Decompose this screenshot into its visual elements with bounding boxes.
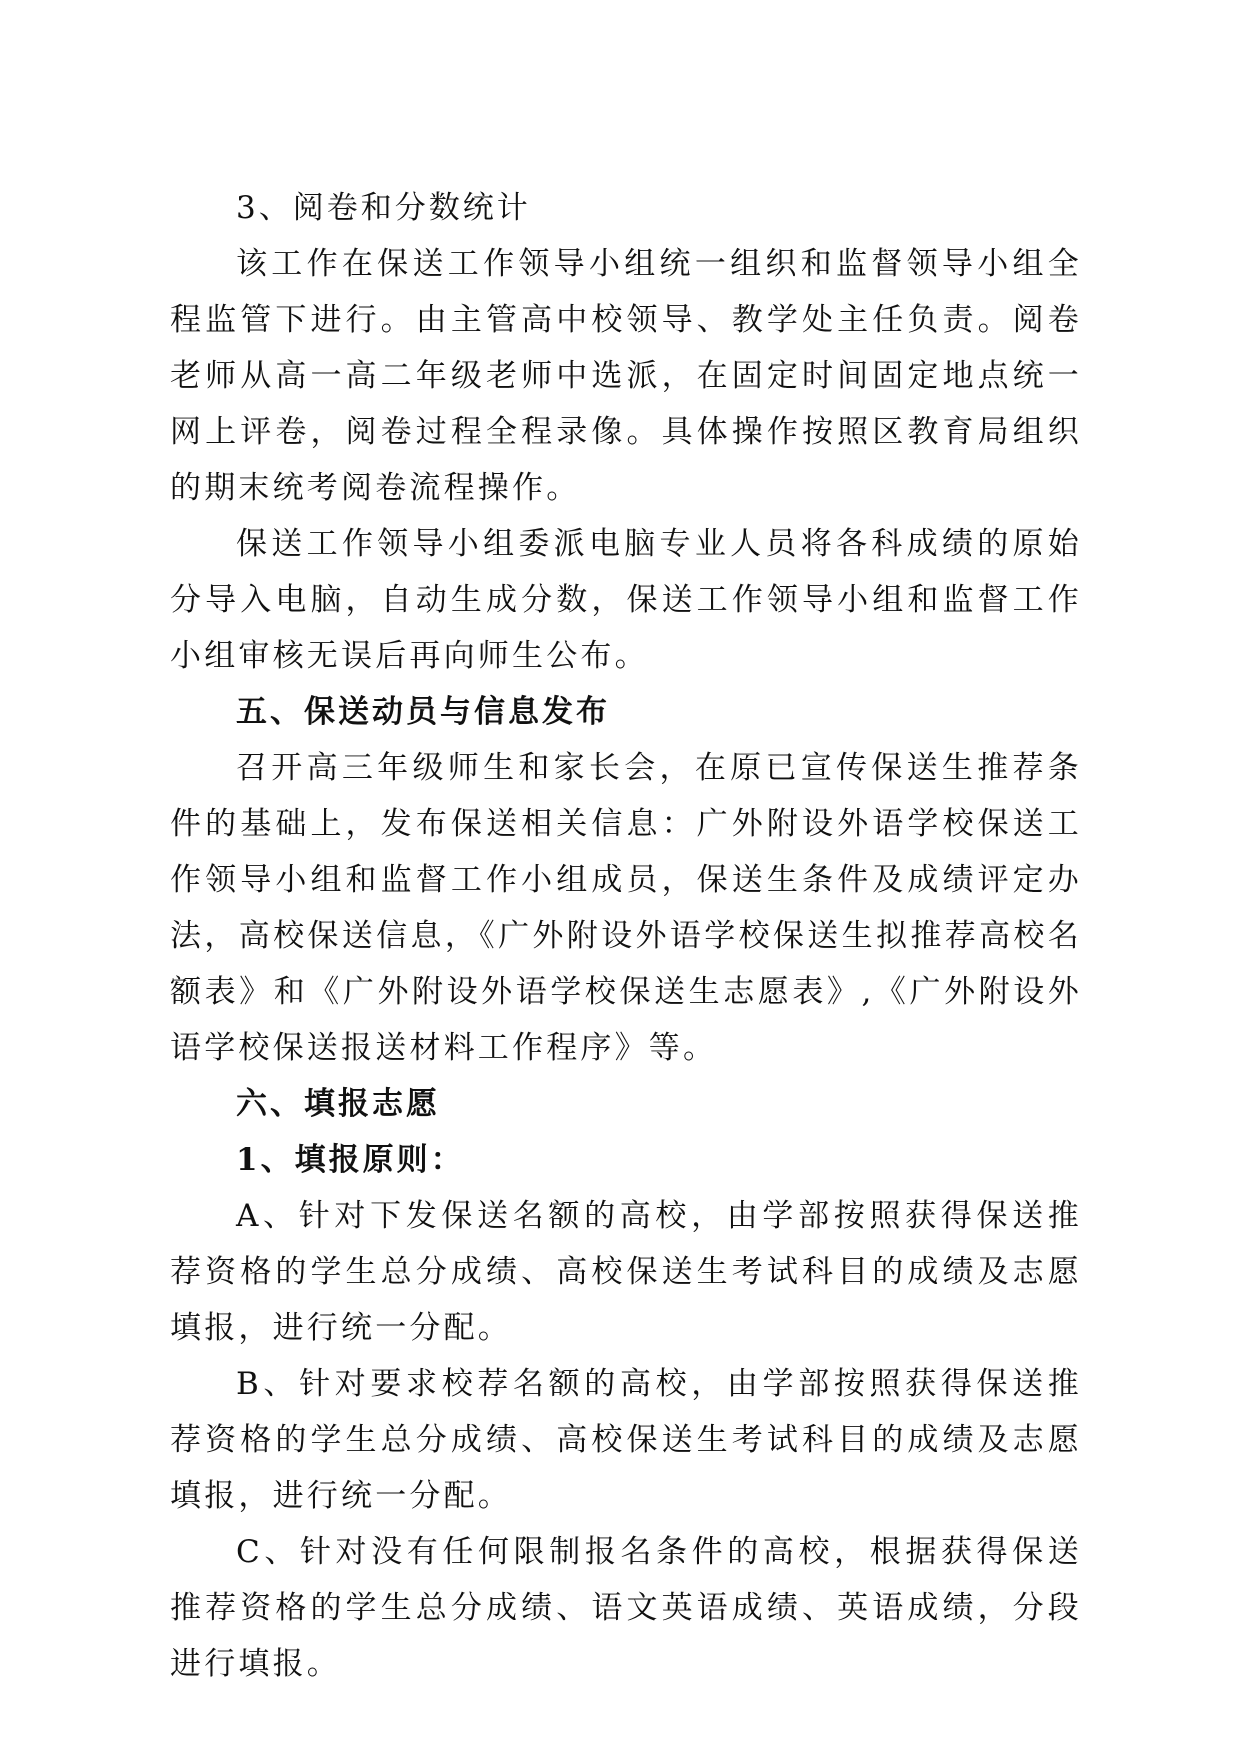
paragraph-principle-c: C、针对没有任何限制报名条件的高校，根据获得保送推荐资格的学生总分成绩、语文英语成绩、英语成绩，分段进行填报。: [170, 1534, 1082, 1682]
document-body: [170, 180, 1082, 1692]
paragraph-mobilization-meeting: 召开高三年级师生和家长会，在原已宣传保送生推荐条件的基础上，发布保送相关信息：广外附设外语学校保送工作领导小组和监督工作小组成员，保送生条件及成绩评定办法，高校保送信息，《广外附设外语学校保送生拟推荐高校名额表》和《广外附设外语学校保送生志愿表》,《广外附设外语学校保送报送材料工作程序》等。: [170, 750, 1082, 1066]
paragraph-grading-process: 该工作在保送工作领导小组统一组织和监督领导小组全程监管下进行。由主管高中校领导、教学处主任负责。阅卷老师从高一高二年级老师中选派，在固定时间固定地点统一网上评卷，阅卷过程全程录像。具体操作按照区教育局组织的期末统考阅卷流程操作。: [170, 246, 1082, 506]
section-heading-mobilization: 五、保送动员与信息发布: [236, 694, 610, 730]
section-heading-application: 六、填报志愿: [236, 1086, 440, 1122]
paragraph-principle-b: B、针对要求校荐名额的高校，由学部按照获得保送推荐资格的学生总分成绩、高校保送生考试科目的成绩及志愿填报，进行统一分配。: [170, 1366, 1082, 1514]
subsection-title-grading: 3、阅卷和分数统计: [236, 190, 531, 226]
paragraph-principle-a: A、针对下发保送名额的高校，由学部按照获得保送推荐资格的学生总分成绩、高校保送生考试科目的成绩及志愿填报，进行统一分配。: [170, 1198, 1082, 1346]
paragraph-score-import: 保送工作领导小组委派电脑专业人员将各科成绩的原始分导入电脑，自动生成分数，保送工作领导小组和监督工作小组审核无误后再向师生公布。: [170, 526, 1082, 674]
subsection-title-principles: 1、填报原则：: [236, 1142, 465, 1178]
